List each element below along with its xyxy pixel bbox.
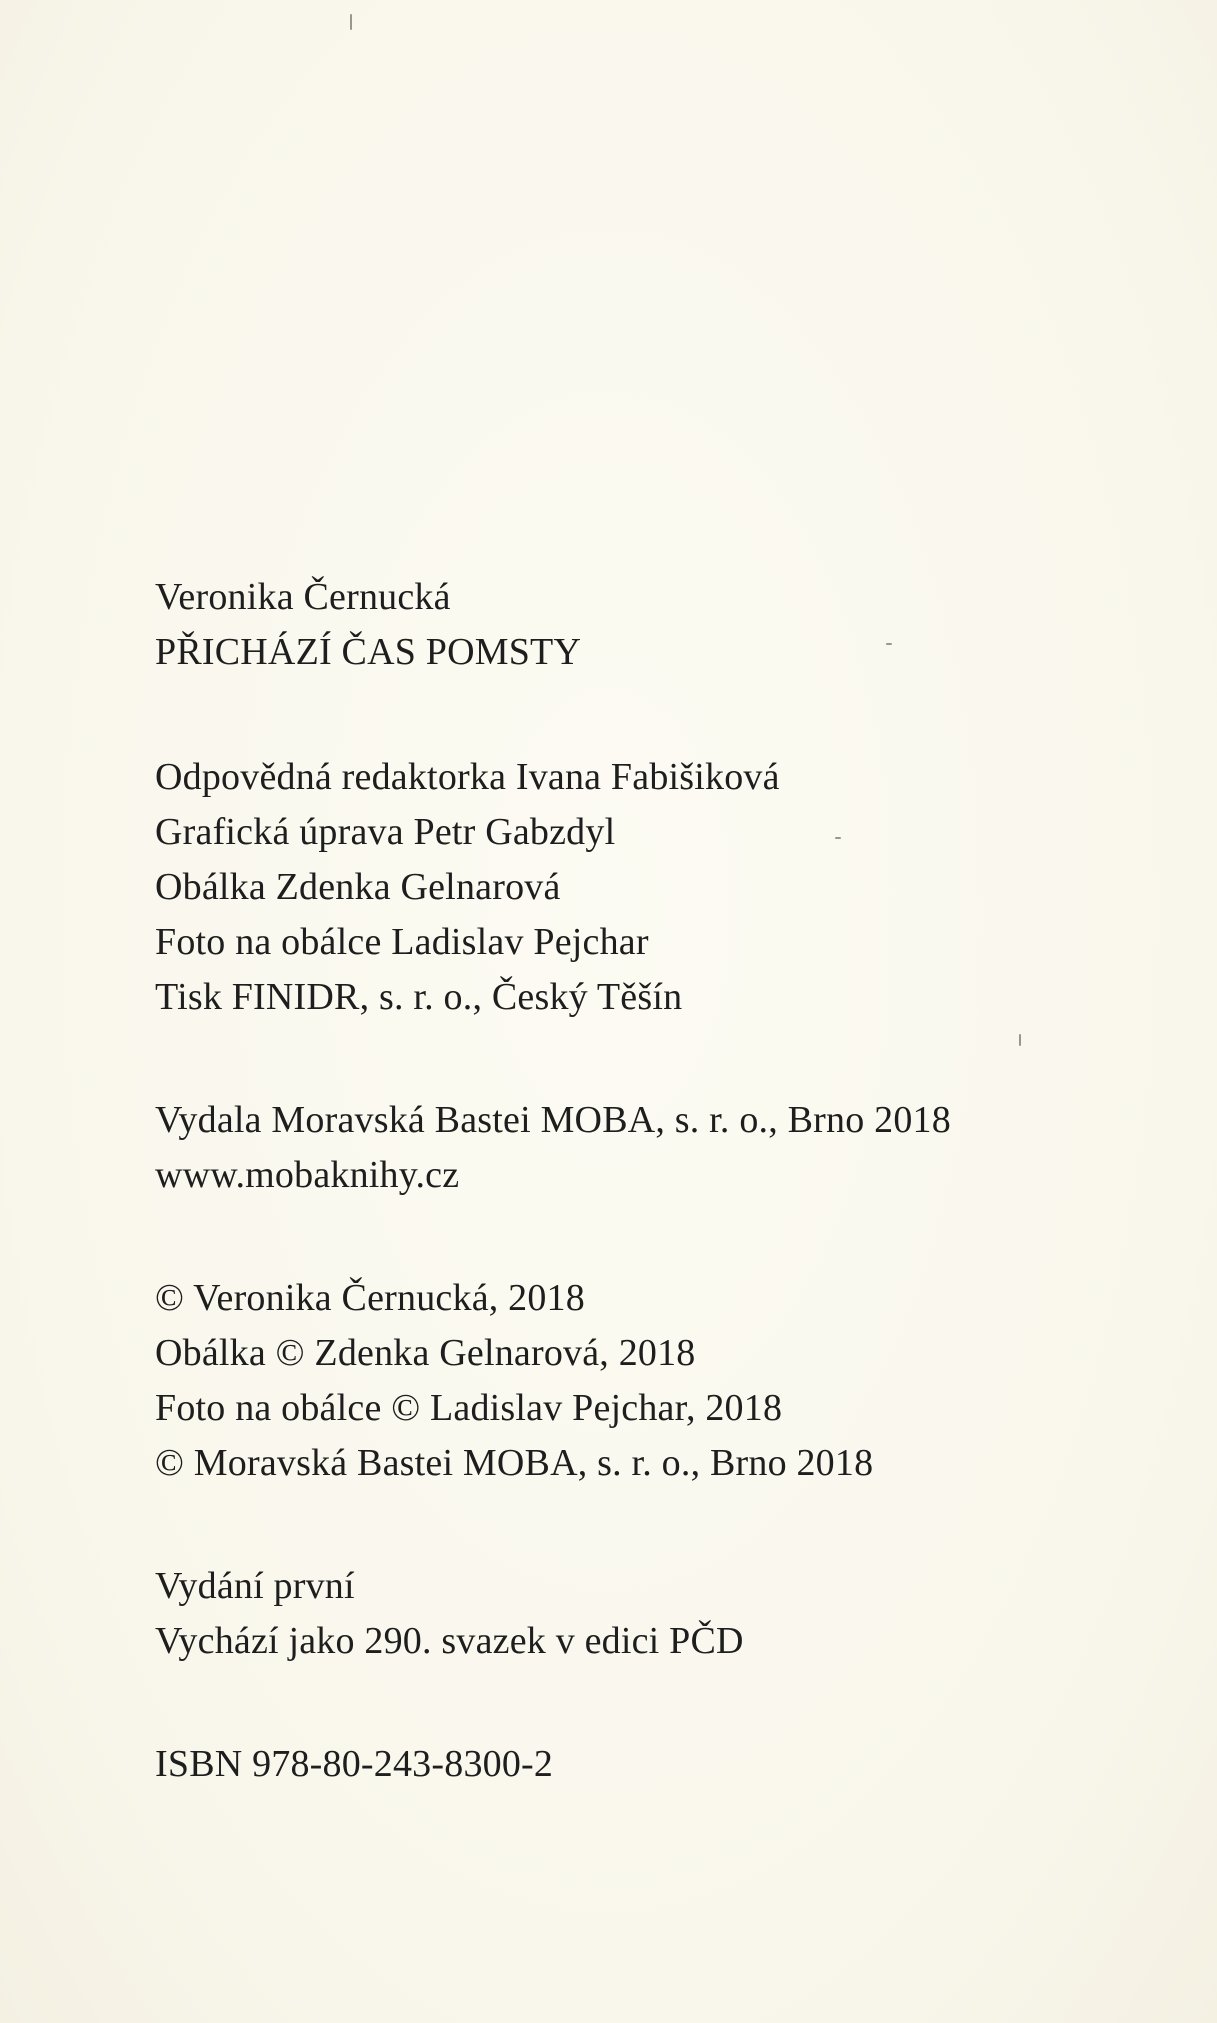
publisher-block [155,1093,1175,1203]
credit-printer: Tisk FINIDR, s. r. o., Český Těšín [155,976,683,1018]
credit-graphic-design: Grafická úprava Petr Gabzdyl [155,811,616,853]
print-speck [350,14,352,30]
copyright-cover-photo: Foto na obálce © Ladislav Pejchar, 2018 [155,1387,783,1429]
copyright-cover: Obálka © Zdenka Gelnarová, 2018 [155,1332,696,1374]
credit-editor: Odpovědná redaktorka Ivana Fabišiková [155,756,780,798]
copyright-block [155,1271,1175,1491]
series-line: Vychází jako 290. svazek v edici PČD [155,1620,744,1662]
copyright-publisher: © Moravská Bastei MOBA, s. r. o., Brno 2018 [155,1442,874,1484]
credits-block [155,750,1175,1025]
credit-cover-photo: Foto na obálce Ladislav Pejchar [155,921,649,963]
credit-cover: Obálka Zdenka Gelnarová [155,866,561,908]
edition-block [155,1559,1175,1669]
publisher-website: www.mobaknihy.cz [155,1154,460,1196]
colophon [155,570,1175,1792]
edition-line: Vydání první [155,1565,355,1607]
isbn-block [155,1737,1175,1792]
author-name: Veronika Černucká [155,576,451,618]
publisher-line: Vydala Moravská Bastei MOBA, s. r. o., Brno 2018 [155,1099,951,1141]
book-title: PŘICHÁZÍ ČAS POMSTY [155,631,582,673]
title-block [155,570,1175,680]
isbn: ISBN 978-80-243-8300-2 [155,1743,554,1785]
copyright-author: © Veronika Černucká, 2018 [155,1277,585,1319]
